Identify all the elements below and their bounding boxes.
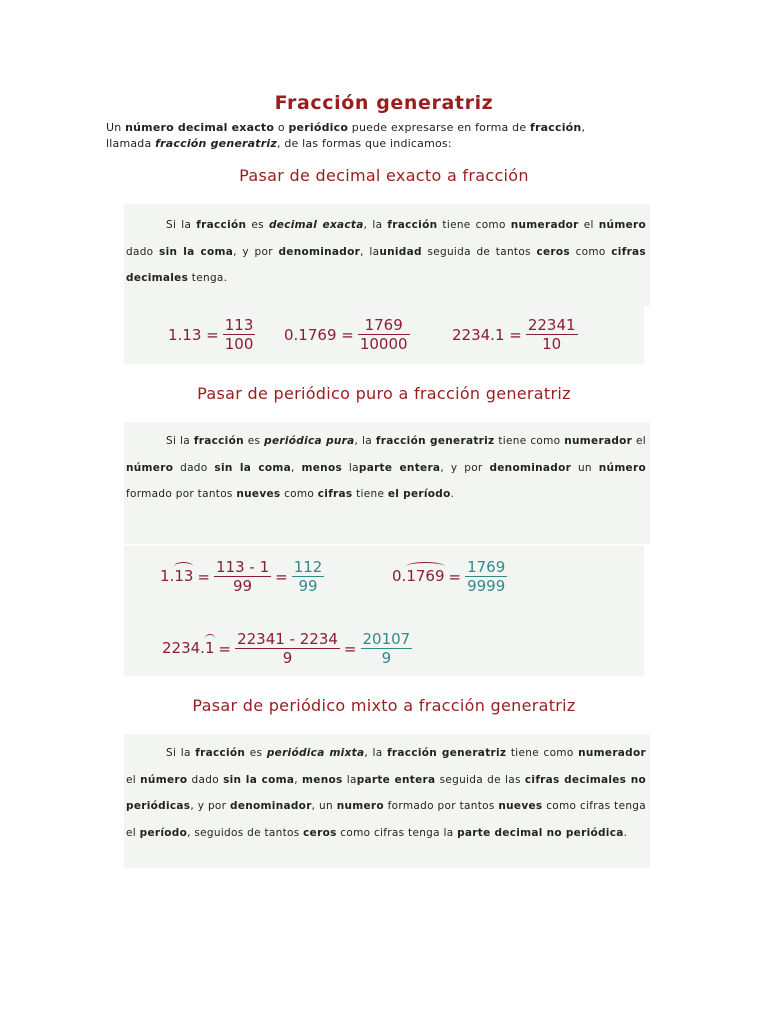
formula-box-periodico-puro — [124, 546, 644, 676]
formula-1-13: 1.13 = $\frac{113}{100}$ — [168, 316, 254, 353]
rule-text: Si la fracción es periódica pura, la fracción generatriz tiene como numerador el número dado sin la coma, menos laparte entera, y por denominador un número formado por tantos nueves como cifras tiene el período. — [126, 435, 646, 500]
formula-0-1769-periodic: 0.1769 = $\frac{1769}{9999}$ — [392, 558, 506, 595]
section-title-decimal-exacto: Pasar de decimal exacto a fracción — [239, 166, 529, 185]
rule-box-decimal-exacto — [124, 204, 650, 306]
section-title-periodico-mixto: Pasar de periódico mixto a fracción generatriz — [192, 696, 576, 715]
rule-text: Si la fracción es decimal exacta, la fracción tiene como numerador el número dado sin la coma, y por denominador, launidad seguida de tantos ceros como cifras decimales tenga. — [126, 219, 646, 284]
rule-box-periodico-mixto — [124, 734, 650, 868]
page-title: Fracción generatriz — [274, 92, 494, 114]
formula-0-1769: 0.1769 = $\frac{1769}{10000}$ — [284, 316, 408, 353]
rule-text: Si la fracción es periódica mixta, la fracción generatriz tiene como numerador el número dado sin la coma, menos laparte entera seguida de las cifras decimales no periódicas, y por denominador, un numero formado por tantos nueves como cifras tenga el período, seguidos de tantos ceros como cifras tenga la parte decimal no periódica. — [126, 747, 647, 839]
formula-2234-1: 2234.1 = $\frac{22341}{10}$ — [452, 316, 576, 353]
formula-2234-1-periodic: 2234.1 = $\frac{22341 - 2234}{9}$ = $\frac{20107}{9}$ — [162, 630, 411, 667]
intro-paragraph: Un número decimal exacto o periódico puede expresarse en forma de fracción, llamada fracción generatriz, de las formas que indicamos: — [106, 121, 586, 150]
rule-box-periodico-puro — [124, 422, 650, 544]
formula-box-decimal-exacto — [124, 306, 644, 364]
formula-1-13-periodic: 1.13 = $\frac{113 - 1}{99}$ = $\frac{112}{99}$ — [160, 558, 323, 595]
section-title-periodico-puro: Pasar de periódico puro a fracción generatriz — [197, 384, 571, 403]
